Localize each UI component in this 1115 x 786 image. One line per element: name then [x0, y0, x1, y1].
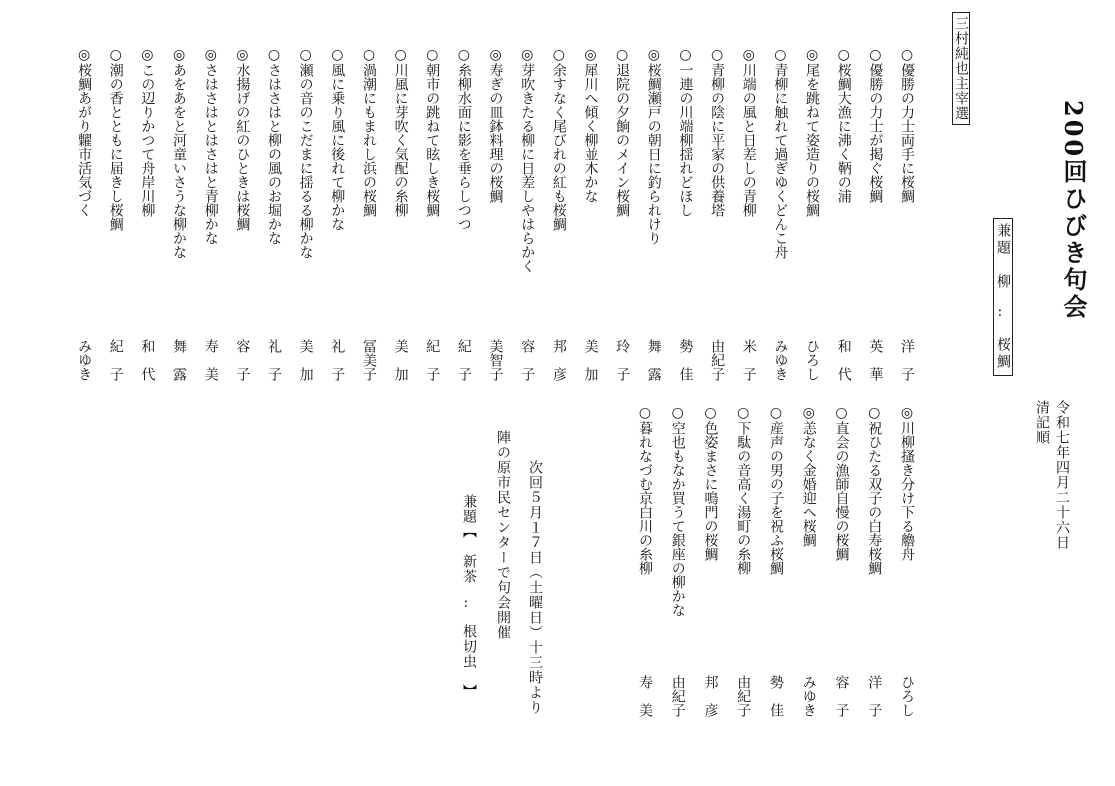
haiku-text: ○さはさはと柳の風のお堀かな: [266, 47, 282, 245]
haiku-author: 礼 子: [266, 339, 282, 381]
haiku-author: 洋 子: [866, 675, 883, 717]
haiku-text: ◎川柳搔き分け下る艪舟: [899, 405, 915, 561]
haiku-text: ○退院の夕餉のメイン桜鯛: [614, 47, 631, 217]
haiku-text: ○桜鯛大漁に沸く鞆の浦: [835, 47, 852, 203]
haiku-text: ○祝ひたる双子の白寿桜鯛: [866, 405, 883, 575]
haiku-text: ○色姿まさに鳴門の桜鯛: [702, 405, 719, 561]
haiku-text: ◎芽吹きたる柳に日差しやはらかく: [519, 47, 536, 273]
notice-line3: 兼題【 新茶 ‥ 根切虫 】: [461, 494, 477, 700]
haiku-author: 冨美子: [360, 339, 377, 381]
haiku-author: 美 加: [582, 339, 599, 381]
haiku-text: ○優勝の力士両手に桜鯛: [899, 47, 915, 203]
haiku-text: ◎犀川へ傾く柳並木かな: [582, 47, 599, 203]
haiku-text: ○潮の香とともに届きし桜鯛: [107, 47, 124, 231]
haiku-text: ◎あをあをと河童いさうな柳かな: [171, 47, 188, 259]
haiku-author: 由紀子: [709, 339, 726, 381]
haiku-author: 玲 子: [614, 339, 631, 381]
haiku-text: ◎この辺りかつて舟岸川柳: [139, 47, 156, 217]
haiku-author: 邦 彦: [702, 675, 719, 717]
haiku-author: 容 子: [234, 339, 251, 381]
haiku-text: ◎桜鯛あがり糶市活気づく: [76, 47, 93, 217]
haiku-text: ◎さはさはとはさはと青柳かな: [202, 47, 219, 245]
haiku-author: 勢 佳: [677, 339, 694, 381]
haiku-author: 紀 子: [107, 339, 124, 381]
haiku-author: 寿 美: [637, 675, 653, 717]
selector-box: 三村純也主宰選: [952, 12, 970, 125]
haiku-author: 紀 子: [424, 339, 441, 381]
haiku-text: ◎尾を跳ねて姿造りの桜鯛: [804, 47, 821, 217]
haiku-author: 礼 子: [329, 339, 346, 381]
haiku-author: 舞 露: [645, 339, 662, 381]
haiku-author: みゆき: [800, 675, 817, 717]
haiku-author: 勢 佳: [768, 675, 784, 717]
haiku-author: 米 子: [740, 339, 757, 381]
haiku-text: ○渦潮にもまれし浜の桜鯛: [360, 47, 377, 217]
haiku-author: 洋 子: [899, 339, 915, 381]
notice-line2: 陣の原市民センターで句会開催: [495, 430, 511, 640]
haiku-author: 舞 露: [171, 339, 188, 381]
haiku-text: ○青柳に触れて過ぎゆくどんこ舟: [772, 47, 789, 259]
haiku-text: ○産声の男の子を祝ふ桜鯛: [768, 405, 784, 575]
haiku-text: ○青柳の陰に平家の供養塔: [709, 47, 726, 217]
haiku-text: ◎寿ぎの皿鉢料理の桜鯛: [487, 47, 504, 203]
haiku-author: 和 代: [139, 339, 156, 381]
haiku-text: ○空也もなか買うて銀座の柳かな: [669, 405, 686, 617]
haiku-author: 邦 彦: [550, 339, 567, 381]
haiku-author: 美 加: [392, 339, 409, 381]
haiku-author: ひろし: [899, 675, 915, 717]
haiku-text: ○朝市の跳ねて眩しき桜鯛: [424, 47, 441, 217]
haiku-author: ひろし: [804, 339, 821, 381]
haiku-author: 容 子: [519, 339, 536, 381]
haiku-author: 紀 子: [455, 339, 472, 381]
haiku-author: 美智子: [487, 339, 504, 381]
notice-line1: 次回５月１７日（土曜日）十三時より: [527, 460, 543, 715]
haiku-text: ○瀬の音のこだまに揺るる柳かな: [297, 47, 314, 259]
haiku-author: 和 代: [835, 339, 852, 381]
haiku-text: ◎桜鯛瀬戸の朝日に釣られけり: [645, 47, 662, 245]
page-title: 200回ひびき句会: [1059, 100, 1088, 322]
haiku-text: ◎水揚げの紅のひときは桜鯛: [234, 47, 251, 231]
haiku-text: ○下駄の音高く湯町の糸柳: [735, 405, 752, 575]
haiku-author: 容 子: [833, 675, 850, 717]
haiku-author: みゆき: [76, 339, 93, 381]
haiku-text: ○余すなく尾びれの紅も桜鯛: [550, 47, 567, 231]
haiku-text: ○暮れなづむ京白川の糸柳: [637, 405, 653, 575]
theme-box: 兼題 柳 ‥ 桜鯛: [993, 218, 1013, 376]
haiku-author: 由紀子: [669, 675, 686, 717]
haiku-text: ○糸柳水面に影を垂らしつつ: [455, 47, 472, 231]
meeting-date: 令和七年四月二十六日: [1054, 400, 1070, 550]
haiku-text: ○一連の川端柳揺れどほし: [677, 47, 694, 217]
haiku-author: 由紀子: [735, 675, 752, 717]
haiku-author: 寿 美: [202, 339, 219, 381]
haiku-text: ○風に乗り風に後れて柳かな: [329, 47, 346, 231]
haiku-text: ○優勝の力士が掲ぐ桜鯛: [867, 47, 884, 203]
order-note: 清記順: [1034, 400, 1050, 445]
haiku-author: みゆき: [772, 339, 789, 381]
haiku-text: ○直会の漁師自慢の桜鯛: [833, 405, 850, 561]
haiku-author: 美 加: [297, 339, 314, 381]
haiku-text: ◎川端の風と日差しの青柳: [740, 47, 757, 217]
haiku-author: 英 華: [867, 339, 884, 381]
haiku-text: ◎恙なく金婚迎へ桜鯛: [800, 405, 817, 547]
haiku-text: ○川風に芽吹く気配の糸柳: [392, 47, 409, 217]
